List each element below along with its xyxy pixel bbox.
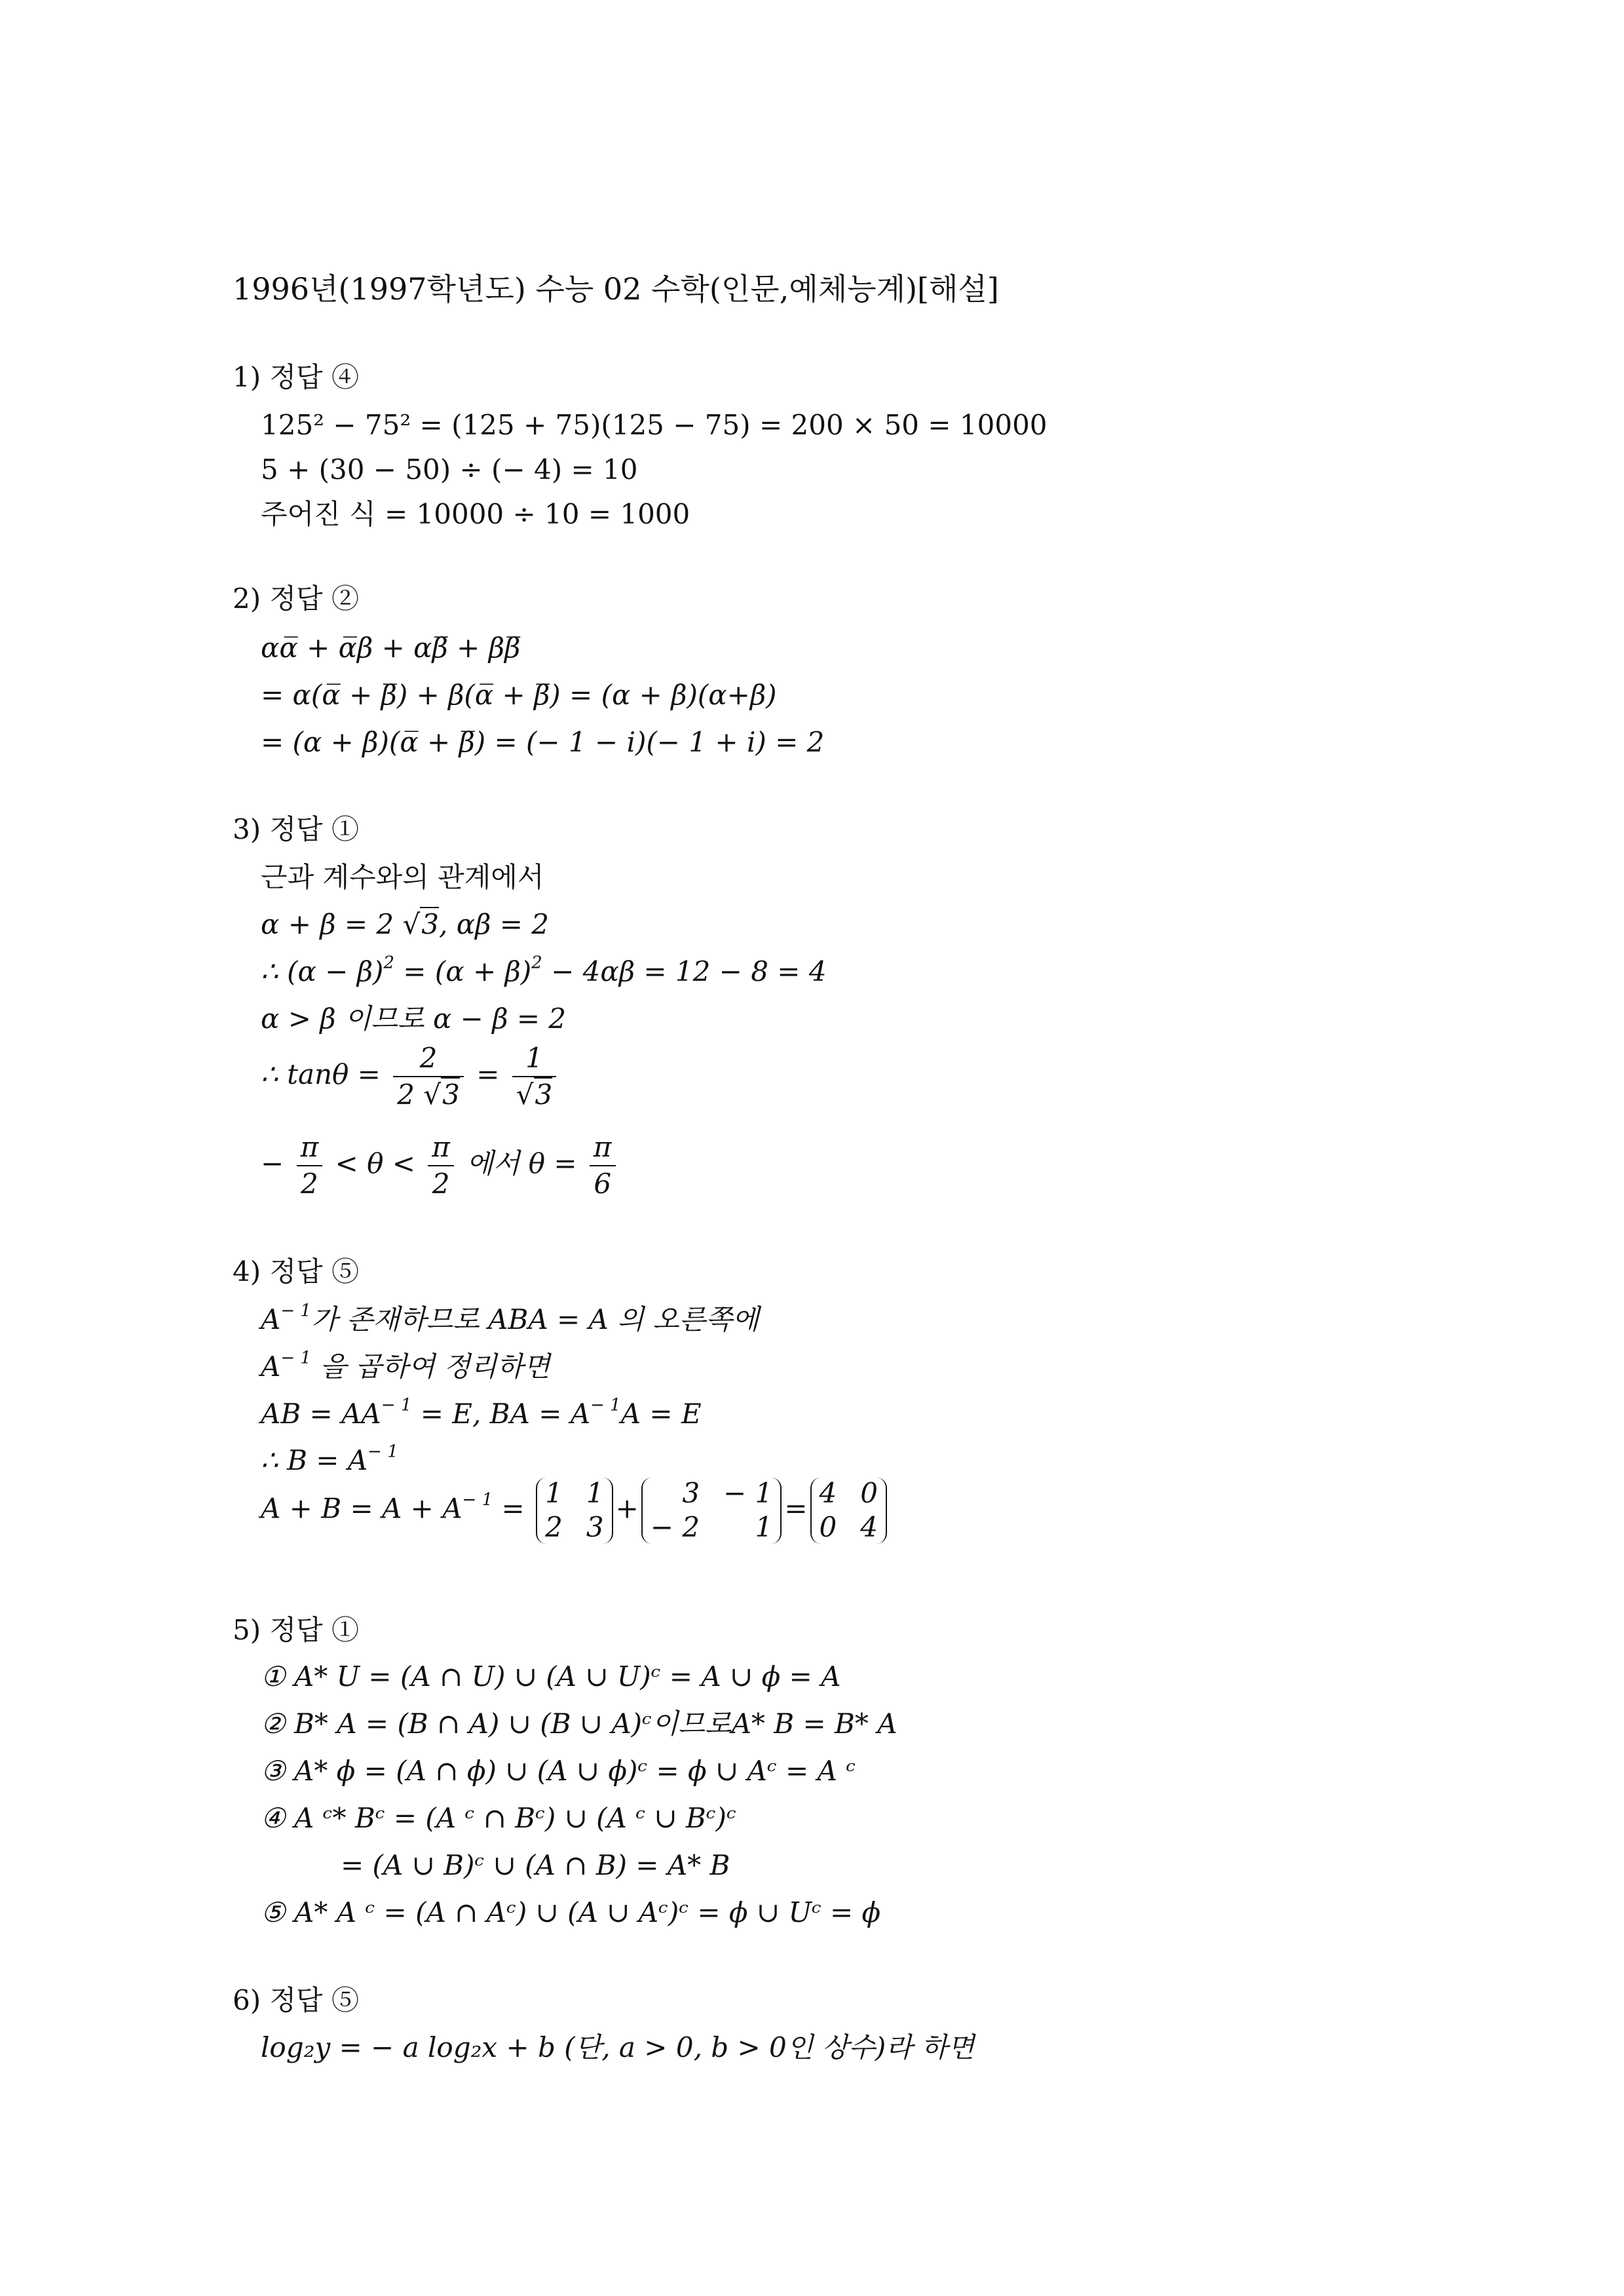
matrix-result: 4 0 0 4 [810,1478,887,1544]
q2-answer-header: 2) 정답 ② [233,583,359,615]
q6-line-1: log₂y = − a log₂x + b (단, a > 0, b > 0인 상수)라 하면 [261,2031,975,2063]
q5-line-4: ④ A ᶜ* Bᶜ = (A ᶜ ∩ Bᶜ) ∪ (A ᶜ ∪ Bᶜ)ᶜ [261,1802,736,1834]
q4-line-3: AB = $AA^{- 1} = E$, BA = $A^{- 1}A = E$ [261,1395,702,1430]
q6-answer-header: 6) 정답 ⑤ [233,1984,359,2016]
q3-line-6: − $\frac{\pi}{2}$ < θ < $\frac{\pi}{2}$ 에서 θ = $\frac{\pi}{6}$ [261,1132,620,1199]
fraction-pi-over-2-b: $\frac{\pi}{2}$ [428,1132,454,1199]
q1-line-3: 주어진 식 = 10000 ÷ 10 = 1000 [261,498,690,530]
q3-line-2: α + β = 2 √3, αβ = 2 [261,908,549,940]
q3-line-1: 근과 계수와의 관계에서 [261,861,544,893]
q3-answer-header: 3) 정답 ① [233,813,359,845]
matrix-a: 1 1 2 3 [536,1478,613,1544]
q4-line-2: $A^{- 1}$ 을 곱하여 정리하면 [261,1348,550,1383]
fraction-pi-over-2-a: $\frac{\pi}{2}$ [297,1132,323,1199]
page-title: 1996년(1997학년도) 수능 02 수학(인문,예체능계)[해설] [233,271,999,307]
q4-line-5: $A + B = A + A^{- 1}$ = 1 1 2 3 + 3 − 1 − 2 1 = 4 0 0 4 [261,1478,890,1544]
q1-answer-header: 1) 정답 ④ [233,361,359,393]
sqrt-3: 3 [421,908,440,940]
q5-line-2: ② B* A = (B ∩ A) ∪ (B ∪ A)ᶜ이므로A* B = B* A [261,1708,897,1740]
q3-line-3: ∴ $(\alpha - \beta)^2 = (\alpha + \beta)^2 - 4\alpha\beta = 12 - 8 = 4$ [261,953,827,987]
q4-line-4: ∴ $B = A^{- 1}$ [261,1442,398,1476]
q3-line-5: ∴ tanθ = $\frac{2}{2 √3}$ = $\frac{1}{√3}$ [261,1043,560,1110]
fraction-tan-1: $\frac{2}{2 √3}$ [393,1043,464,1110]
q3-line-4: α > β 이므로 α − β = 2 [261,1003,567,1035]
q4-line-1: $A^{- 1}$가 존재하므로 ABA = A 의 오른쪽에 [261,1301,759,1335]
q1-line-1: 125² − 75² = (125 + 75)(125 − 75) = 200 × 50 = 10000 [261,409,1048,441]
q2-line-1: αα̅ + α̅β + αβ̅ + ββ̅ [261,632,521,664]
q4-answer-header: 4) 정답 ⑤ [233,1255,359,1288]
q2-line-2: = α(α̅ + β̅) + β(α̅ + β̅) = (α + β)(α+β) [261,679,777,711]
q5-line-5: = (A ∪ B)ᶜ ∪ (A ∩ B) = A* B [341,1849,730,1881]
q5-line-1: ① A* U = (A ∩ U) ∪ (A ∪ U)ᶜ = A ∪ ϕ = A [261,1660,841,1693]
q5-answer-header: 5) 정답 ① [233,1614,359,1646]
matrix-inverse: 3 − 1 − 2 1 [641,1478,782,1544]
q2-line-3: = (α + β)(α̅ + β̅) = (− 1 − i)(− 1 + i) = 2 [261,726,825,758]
fraction-pi-over-6: $\frac{\pi}{6}$ [590,1132,616,1199]
q5-line-3: ③ A* ϕ = (A ∩ ϕ) ∪ (A ∪ ϕ)ᶜ = ϕ ∪ Aᶜ = A ᶜ [261,1755,856,1787]
q1-line-2: 5 + (30 − 50) ÷ (− 4) = 10 [261,453,638,486]
q5-line-6: ⑤ A* A ᶜ = (A ∩ Aᶜ) ∪ (A ∪ Aᶜ)ᶜ = ϕ ∪ Uᶜ = ϕ [261,1896,881,1928]
fraction-tan-2: $\frac{1}{√3}$ [512,1043,557,1110]
